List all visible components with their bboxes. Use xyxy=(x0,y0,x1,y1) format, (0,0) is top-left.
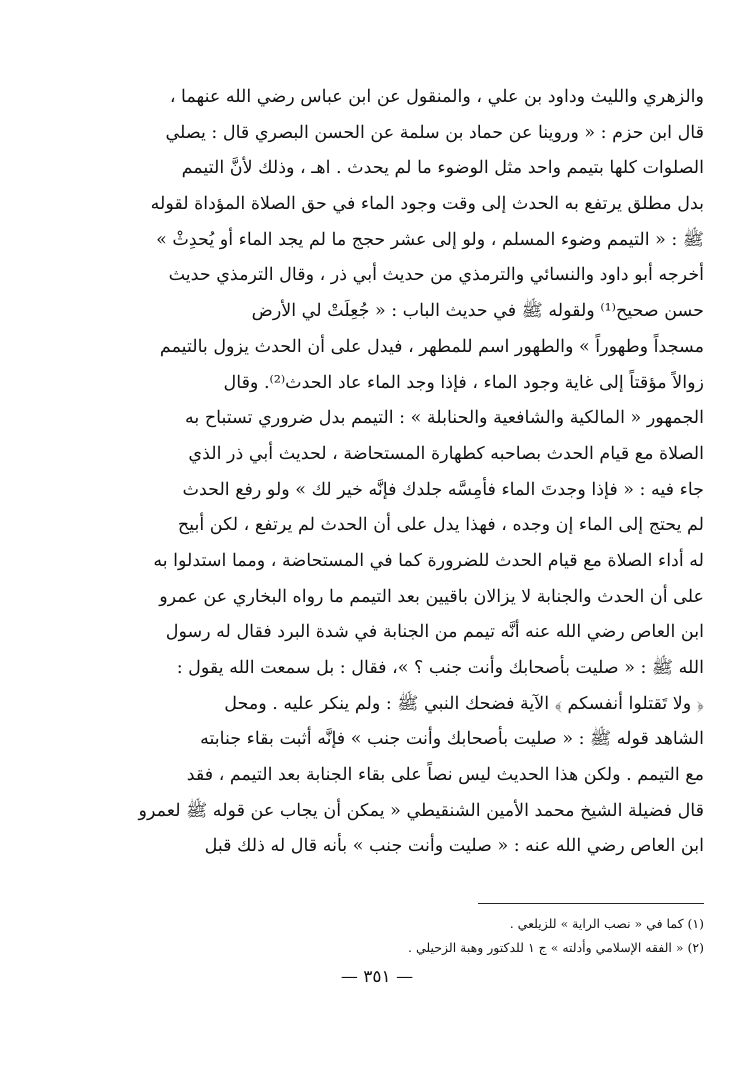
text-line: قال ابن حزم : « وروينا عن حماد بن سلمة عن الحسن البصري قال : يصلي xyxy=(165,122,704,143)
text-line: بدل مطلق يرتفع به الحدث إلى وقت وجود الماء في حق الصلاة المؤداة لقوله xyxy=(150,194,704,215)
page-number: — ٣٥١ — xyxy=(340,967,414,987)
text-line: الله ﷺ : « صليت بأصحابك وأنت جنب ؟ »، فقال : بل سمعت الله يقول : xyxy=(176,658,704,678)
text-line: مسجداً وطهوراً » والطهور اسم للمطهر ، فيدل على أن الحدث يزول بالتيمم xyxy=(159,336,704,357)
text-line: ابن العاص رضي الله عنه أنَّه تيمم من الجنابة في شدة البرد فقال له رسول xyxy=(165,622,704,643)
text-line: مع التيمم . ولكن هذا الحديث ليس نصاً على بقاء الجنابة بعد التيمم ، فقد xyxy=(186,765,704,786)
text-line: حسن صحيح⁽¹⁾ ولقوله ﷺ في حديث الباب : « جُعِلَتْ لي الأرض xyxy=(251,301,704,322)
footnote-divider xyxy=(478,903,704,904)
text-line: ابن العاص رضي الله عنه : « صليت وأنت جنب » بأنه قال له ذلك قبل xyxy=(204,836,704,857)
text-line: على أن الحدث والجنابة لا يزالان باقيين بعد التيمم ما رواه البخاري عن عمرو xyxy=(159,586,704,607)
text-line: أخرجه أبو داود والنسائي والترمذي من حديث أبي ذر ، وقال الترمذي حديث xyxy=(168,265,704,286)
text-line: له أداء الصلاة مع قيام الحدث للضرورة كما في المستحاضة ، ومما استدلوا به xyxy=(153,550,704,571)
text-line: زوالاً مؤقتاً إلى غاية وجود الماء ، فإذا وجد الماء عاد الحدث⁽²⁾. وقال xyxy=(223,372,704,393)
footnotes xyxy=(72,912,704,960)
text-line: الصلاة مع قيام الحدث بصاحبه كطهارة المستحاضة ، لحديث أبي ذر الذي xyxy=(188,443,704,464)
text-line: قال فضيلة الشيخ محمد الأمين الشنقيطي « يمكن أن يجاب عن قوله ﷺ لعمرو xyxy=(138,800,704,821)
footnote-1: (١) كما في « نصب الراية » للزيلعي . xyxy=(509,916,704,931)
text-line: الجمهور « المالكية والشافعية والحنابلة » : التيمم بدل ضروري تستباح به xyxy=(185,408,704,429)
text-line: الصلوات كلها بتيمم واحد مثل الوضوء ما لم يحدث . اهـ ، وذلك لأنَّ التيمم xyxy=(181,158,704,179)
text-line: ﷺ : « التيمم وضوء المسلم ، ولو إلى عشر حجج ما لم يجد الماء أو يُحدِثْ » xyxy=(156,229,704,250)
text-line: لم يحتج إلى الماء إن وجده ، فهذا يدل على أن الحدث لم يرتفع ، لكن أبيح xyxy=(177,515,704,536)
text-line: ﴿ ولا تَقتلوا أنفسكم ﴾ الآية فضحك النبي ﷺ : ولم ينكر عليه . ومحل xyxy=(224,693,704,714)
text-line: الشاهد قوله ﷺ : « صليت بأصحابك وأنت جنب » فإنَّه أثبت بقاء جنابته xyxy=(200,729,704,750)
body-text xyxy=(72,80,704,865)
text-line: والزهري والليث وداود بن علي ، والمنقول عن ابن عباس رضي الله عنهما ، xyxy=(169,87,704,107)
footnote-2: (٢) « الفقه الإسلامي وأدلته » ج ١ للدكتور وهبة الزحيلي . xyxy=(408,940,704,955)
text-line: جاء فيه : « فإذا وجدتَ الماء فأمِسَّه جلدك فإنَّه خير لك » ولو رفع الحدث xyxy=(182,479,704,500)
